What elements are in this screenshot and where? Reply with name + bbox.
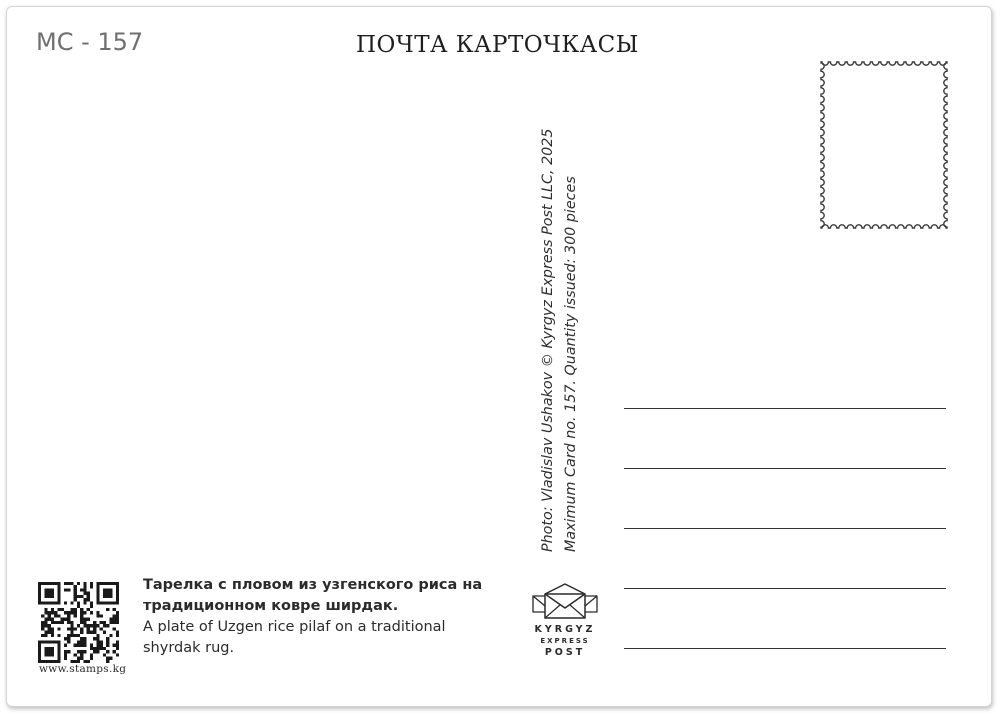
address-line[interactable] [624, 468, 946, 469]
stamp-placeholder [816, 57, 952, 233]
qr-code-icon[interactable] [38, 582, 119, 663]
envelopes-logo-icon [531, 582, 599, 620]
description-english: A plate of Uzgen rice pilaf on a traditional shyrdak rug. [143, 619, 446, 656]
logo-word-post: POST [544, 646, 586, 658]
photo-credit: Photo: Vladislav Ushakov © Kyrgyz Express Post LLC, 2025 [540, 128, 556, 552]
issue-info: Maximum Card no. 157. Quantity issued: 300 pieces [563, 176, 579, 552]
card-description [143, 575, 503, 659]
website-url[interactable]: www.stamps.kg [39, 663, 127, 675]
logo-word-express: EXPRESS [540, 636, 590, 645]
address-line[interactable] [624, 528, 946, 529]
address-line[interactable] [624, 588, 946, 589]
kyrgyz-express-post-logo [531, 582, 599, 662]
credits-block [537, 107, 587, 552]
logo-word-kyrgyz: KYRGYZ [534, 624, 596, 635]
card-code: MC - 157 [36, 28, 144, 56]
address-line[interactable] [624, 408, 946, 409]
address-line[interactable] [624, 648, 946, 649]
description-russian: Тарелка с пловом из узгенского риса на традиционном ковре ширдак. [143, 577, 483, 614]
card-title: ПОЧТА КАРТОЧКАСЫ [356, 32, 639, 58]
